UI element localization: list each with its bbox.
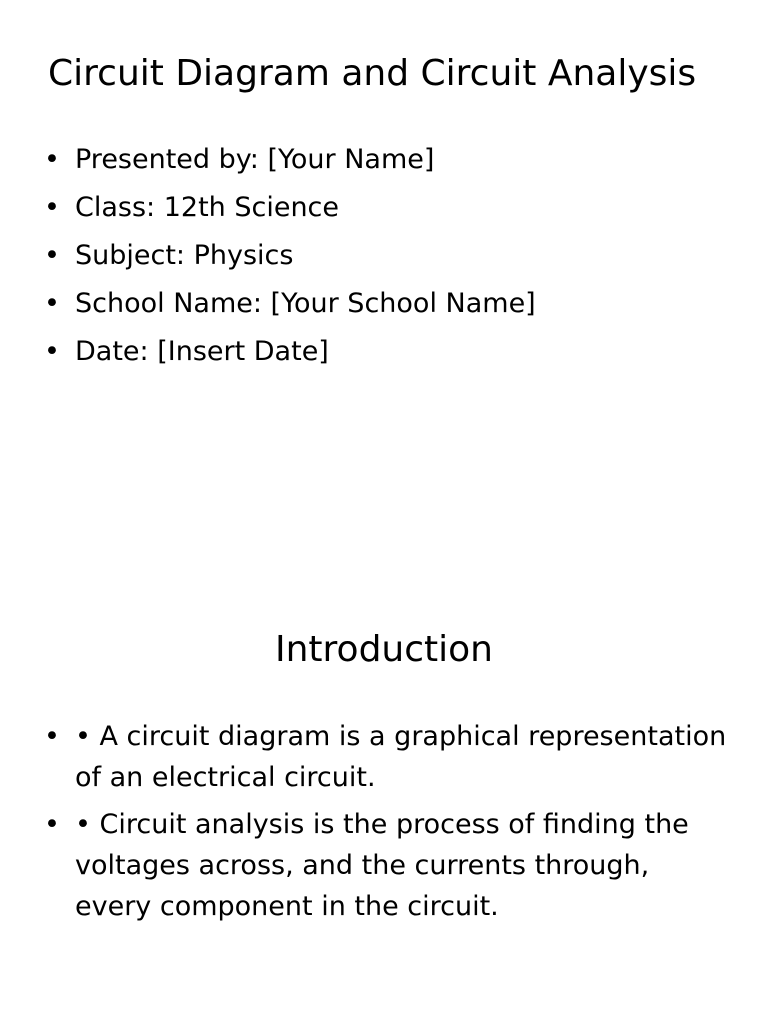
bullet-icon: •: [44, 288, 60, 319]
school-name-text: School Name: [Your School Name]: [75, 288, 536, 319]
list-item: [44, 332, 536, 372]
list-item: [44, 804, 734, 927]
slide-title: Circuit Diagram and Circuit Analysis: [48, 53, 697, 94]
bullet-icon: •: [44, 721, 60, 752]
list-item: [44, 188, 536, 228]
list-item: [44, 140, 536, 180]
introduction-slide: [0, 512, 768, 1024]
bullet-icon: •: [44, 192, 60, 223]
bullet-list: [44, 140, 536, 380]
bullet-list: [44, 716, 734, 933]
list-item: [44, 284, 536, 324]
bullet-icon: •: [44, 809, 60, 840]
definition-text: • A circuit diagram is a graphical representation of an electrical circuit.: [75, 721, 727, 793]
bullet-icon: •: [44, 336, 60, 367]
list-item: [44, 716, 734, 798]
bullet-icon: •: [44, 144, 60, 175]
date-text: Date: [Insert Date]: [75, 336, 329, 367]
presenter-text: Presented by: [Your Name]: [75, 144, 435, 175]
class-text: Class: 12th Science: [75, 192, 340, 223]
bullet-icon: •: [44, 240, 60, 271]
slide-title: Introduction: [274, 629, 493, 670]
subject-text: Subject: Physics: [75, 240, 294, 271]
list-item: [44, 236, 536, 276]
analysis-text: • Circuit analysis is the process of finding the voltages across, and the currents through, every component in the circuit.: [75, 809, 689, 922]
